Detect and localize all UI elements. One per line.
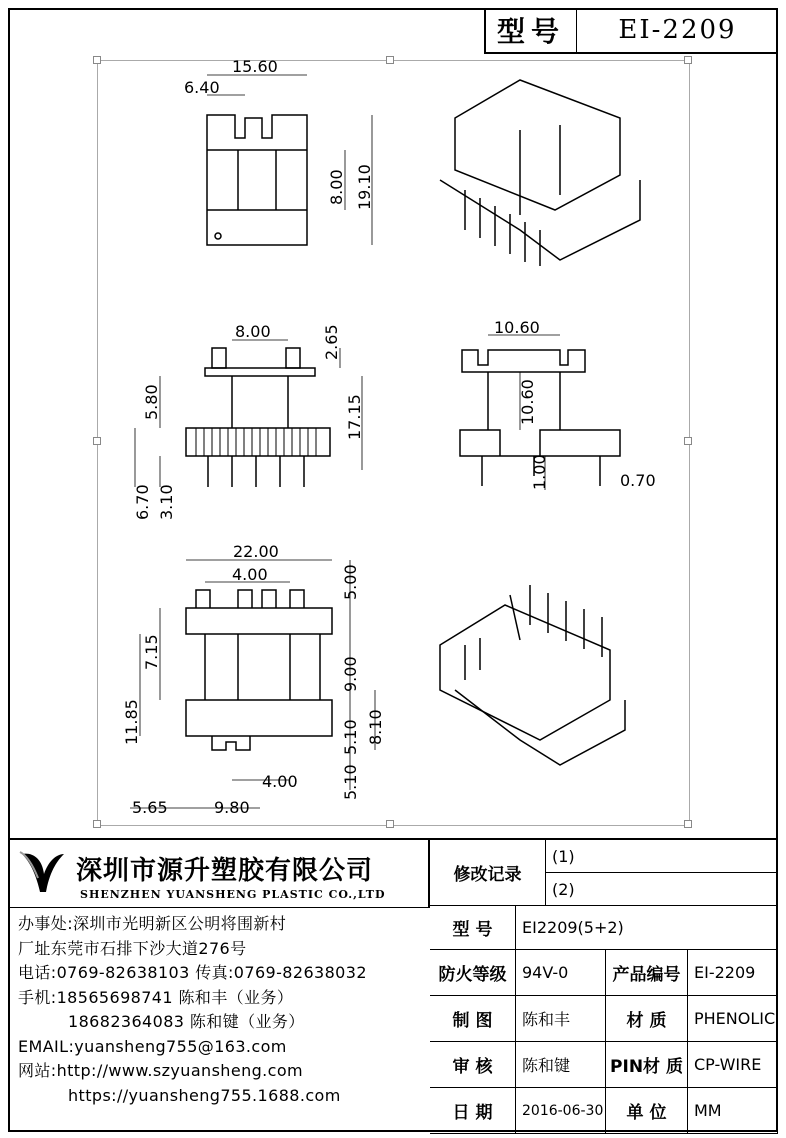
date-value: 2016-06-30 <box>516 1088 606 1134</box>
dim-x: 5.10 <box>341 764 360 800</box>
info-table <box>430 840 778 1134</box>
revision-2: (2) <box>546 873 778 906</box>
company-name-en: SHENZHEN YUANSHENG PLASTIC CO.,LTD <box>80 888 386 901</box>
dim-m: 1.00 <box>530 454 549 490</box>
phone-fax: 电话:0769-82638103 传真:0769-82638032 <box>18 963 367 982</box>
mobile-2: 18682364083 陈和键（业务） <box>68 1012 305 1031</box>
pin-material-label: PIN材 质 <box>606 1042 688 1088</box>
contact-info <box>18 912 428 1108</box>
dim-u: 5.10 <box>341 719 360 755</box>
website-2: https://yuansheng755.1688.com <box>68 1085 341 1105</box>
dim-e: 2.65 <box>322 324 341 360</box>
product-no-value: EI-2209 <box>688 950 778 996</box>
dim-a: 15.60 <box>232 57 278 76</box>
revision-1: (1) <box>546 840 778 873</box>
dim-s: 9.00 <box>341 656 360 692</box>
company-header <box>8 840 430 908</box>
fire-rating-label: 防火等级 <box>430 950 516 996</box>
dim-y: 5.65 <box>132 798 168 817</box>
model-value: EI-2209 <box>618 15 737 45</box>
dim-l: 10.60 <box>518 379 537 425</box>
factory-address: 厂址东莞市石排下沙大道276号 <box>18 938 247 958</box>
dim-k: 10.60 <box>494 318 540 337</box>
material-label: 材 质 <box>606 996 688 1042</box>
dim-n: 0.70 <box>620 471 656 490</box>
date-label: 日 期 <box>430 1088 516 1134</box>
unit-value: MM <box>688 1088 778 1134</box>
dim-h: 17.15 <box>345 394 364 440</box>
drawn-by-label: 制 图 <box>430 996 516 1042</box>
dim-d: 19.10 <box>355 164 374 210</box>
mobile-1: 手机:18565698741 陈和丰（业务） <box>18 987 294 1007</box>
dim-g: 5.80 <box>142 384 161 420</box>
fire-rating-value: 94V-0 <box>516 950 606 996</box>
dim-o: 22.00 <box>233 542 279 561</box>
unit-label: 单 位 <box>606 1088 688 1134</box>
dim-f: 8.00 <box>235 322 271 341</box>
drawn-by-value: 陈和丰 <box>516 996 606 1042</box>
pin-material-value: CP-WIRE <box>688 1042 778 1088</box>
dim-c: 8.00 <box>327 169 346 205</box>
model-label: 型 号 <box>430 906 516 950</box>
office-address: 办事处:深圳市光明新区公明将围新村 <box>18 914 287 933</box>
reviewed-by-value: 陈和键 <box>516 1042 606 1088</box>
dim-q: 5.00 <box>341 564 360 600</box>
dim-z: 9.80 <box>214 798 250 817</box>
reviewed-by-label: 审 核 <box>430 1042 516 1088</box>
dim-j: 3.10 <box>157 484 176 520</box>
dim-t: 11.85 <box>122 699 141 745</box>
website-1: 网站:http://www.szyuansheng.com <box>18 1061 304 1080</box>
dim-r: 7.15 <box>142 634 161 670</box>
product-no-label: 产品编号 <box>606 950 688 996</box>
email: EMAIL:yuansheng755@163.com <box>18 1036 287 1056</box>
company-name: 深圳市源升塑胶有限公司 <box>76 856 374 886</box>
dim-p: 4.00 <box>232 565 268 584</box>
dim-b: 6.40 <box>184 78 220 97</box>
dim-w: 4.00 <box>262 772 298 791</box>
dim-v: 8.10 <box>366 709 385 745</box>
revision-label: 修改记录 <box>430 840 546 906</box>
model-label: 型号 <box>486 8 577 52</box>
material-value: PHENOLIC <box>688 996 778 1042</box>
dim-i: 6.70 <box>133 484 152 520</box>
title-block <box>8 838 778 1134</box>
company-logo-icon <box>18 848 66 898</box>
model-value: EI2209(5+2) <box>516 906 778 950</box>
